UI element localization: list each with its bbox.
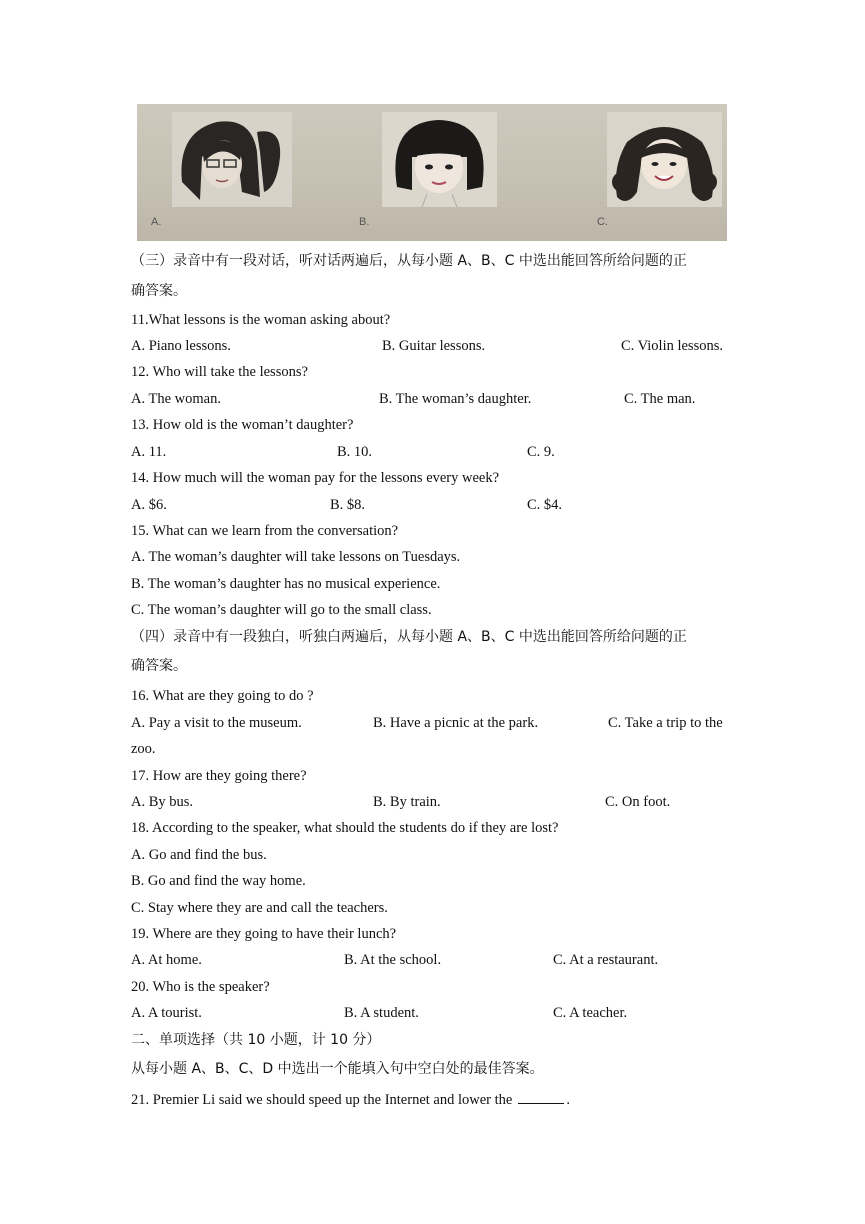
question-21	[131, 1090, 570, 1109]
portrait-b-image	[382, 112, 497, 207]
part2-instruction: 从每小题 A、B、C、D 中选出一个能填入句中空白处的最佳答案。	[131, 1061, 544, 1077]
question-12: 12. Who will take the lessons?	[131, 364, 308, 380]
question-11: 11.What lessons is the woman asking about?	[131, 312, 391, 328]
q13-option-a: A. 11.	[131, 444, 167, 460]
q14-option-c: C. $4.	[527, 497, 563, 513]
figure-label-b: B.	[359, 216, 370, 228]
q21-answer-blank	[518, 1090, 564, 1104]
question-13: 13. How old is the woman’t daughter?	[131, 417, 354, 433]
q20-option-b: B. A student.	[344, 1005, 419, 1021]
question-17: 17. How are they going there?	[131, 768, 307, 784]
q18-option-c: C. Stay where they are and call the teachers.	[131, 900, 388, 916]
question-15: 15. What can we learn from the conversation?	[131, 523, 399, 539]
q17-option-b: B. By train.	[373, 794, 441, 810]
q21-period: .	[566, 1092, 570, 1108]
hairstyle-figure	[137, 104, 727, 241]
q16-option-c: C. Take a trip to the	[608, 715, 723, 731]
question-18: 18. According to the speaker, what should the students do if they are lost?	[131, 820, 559, 836]
section3-intro-line1: （三）录音中有一段对话，听对话两遍后，从每小题 A、B、C 中选出能回答所给问题的正	[131, 253, 687, 269]
q12-option-a: A. The woman.	[131, 391, 221, 407]
q16-option-a: A. Pay a visit to the museum.	[131, 715, 302, 731]
part2-heading: 二、单项选择（共 10 小题，计 10 分）	[131, 1032, 381, 1048]
q16-option-c-continued: zoo.	[131, 741, 156, 757]
q20-option-a: A. A tourist.	[131, 1005, 202, 1021]
q13-option-c: C. 9.	[527, 444, 555, 460]
q15-option-b: B. The woman’s daughter has no musical experience.	[131, 576, 441, 592]
section4-intro-line1: （四）录音中有一段独白，听独白两遍后，从每小题 A、B、C 中选出能回答所给问题的正	[131, 629, 687, 645]
question-16: 16. What are they going to do ?	[131, 688, 314, 704]
portrait-c-image	[607, 112, 722, 207]
section4-intro-line2: 确答案。	[131, 658, 187, 674]
q11-option-b: B. Guitar lessons.	[382, 338, 486, 354]
q12-option-b: B. The woman’s daughter.	[379, 391, 532, 407]
q15-option-a: A. The woman’s daughter will take lessons on Tuesdays.	[131, 549, 461, 565]
figure-label-a: A.	[151, 216, 162, 228]
section3-intro-line2: 确答案。	[131, 283, 187, 299]
figure-label-c: C.	[597, 216, 608, 228]
q17-option-c: C. On foot.	[605, 794, 671, 810]
q14-option-a: A. $6.	[131, 497, 167, 513]
q19-option-c: C. At a restaurant.	[553, 952, 659, 968]
q13-option-b: B. 10.	[337, 444, 373, 460]
question-19: 19. Where are they going to have their lunch?	[131, 926, 397, 942]
q14-option-b: B. $8.	[330, 497, 366, 513]
q15-option-c: C. The woman’s daughter will go to the small class.	[131, 602, 432, 618]
question-20: 20. Who is the speaker?	[131, 979, 270, 995]
q11-option-a: A. Piano lessons.	[131, 338, 231, 354]
q21-text: 21. Premier Li said we should speed up the Internet and lower the	[131, 1092, 513, 1108]
question-14: 14. How much will the woman pay for the lessons every week?	[131, 470, 500, 486]
q11-option-c: C. Violin lessons.	[621, 338, 723, 354]
q18-option-a: A. Go and find the bus.	[131, 847, 267, 863]
q19-option-a: A. At home.	[131, 952, 202, 968]
q19-option-b: B. At the school.	[344, 952, 442, 968]
portrait-a-image	[172, 112, 292, 207]
q18-option-b: B. Go and find the way home.	[131, 873, 306, 889]
q20-option-c: C. A teacher.	[553, 1005, 628, 1021]
q17-option-a: A. By bus.	[131, 794, 194, 810]
q16-option-b: B. Have a picnic at the park.	[373, 715, 539, 731]
q12-option-c: C. The man.	[624, 391, 696, 407]
